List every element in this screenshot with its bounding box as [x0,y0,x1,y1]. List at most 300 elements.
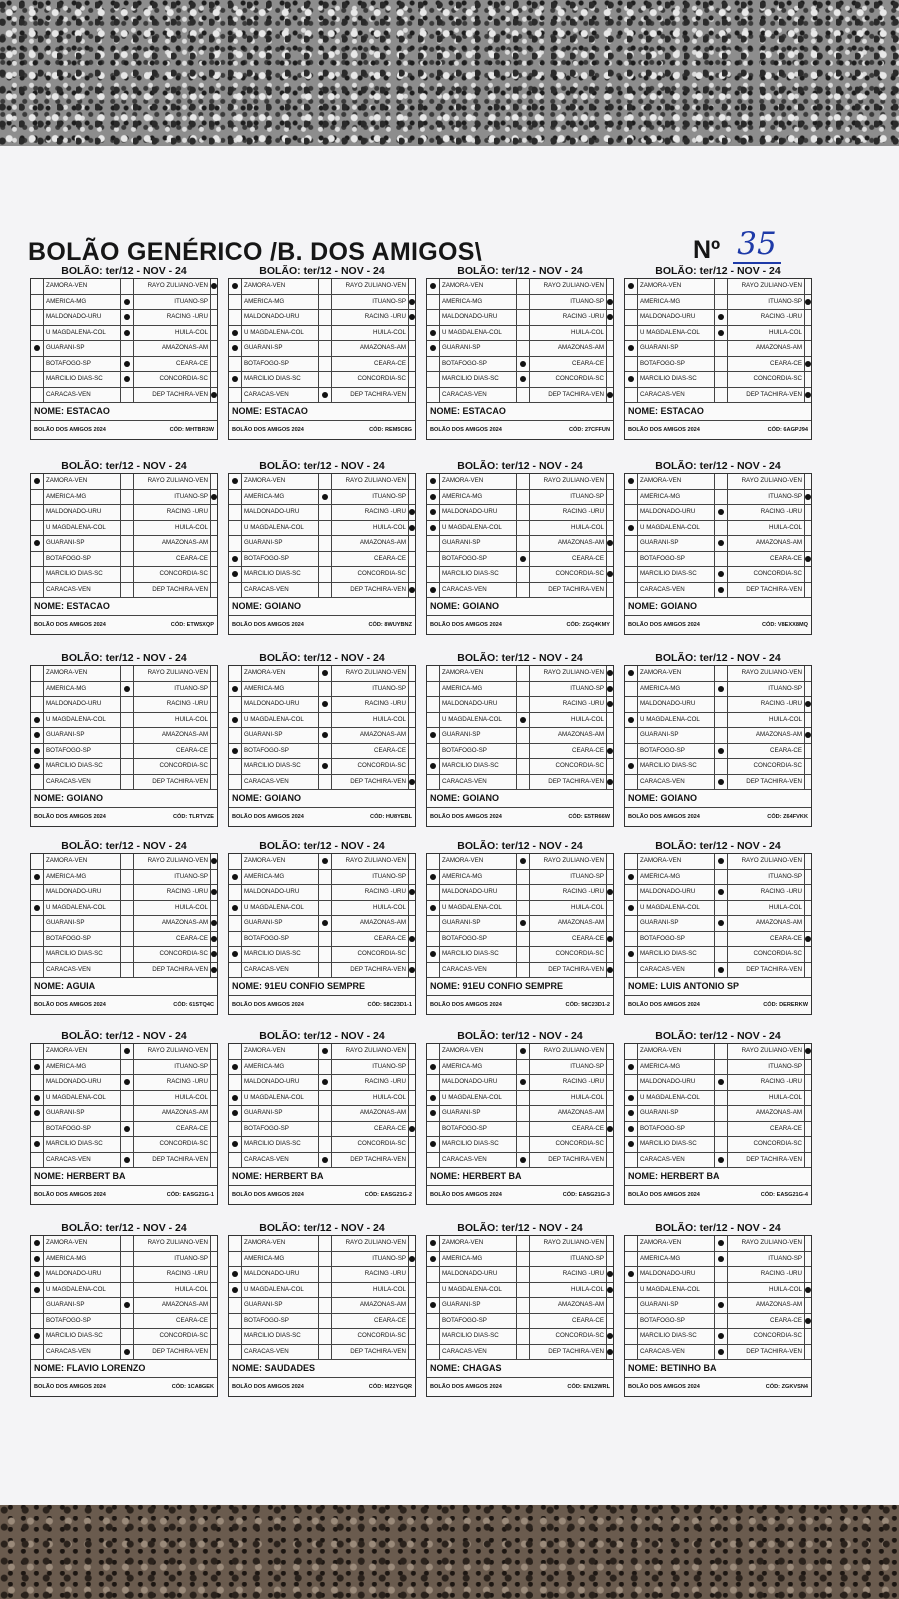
home-pick-cell [229,295,241,310]
home-pick-cell [427,1044,439,1059]
draw-pick-cell [121,1060,134,1075]
away-team: CONCORDIA-SC [332,567,409,582]
pick-mark [628,717,634,723]
pick-mark [430,330,436,336]
away-pick-cell [211,759,217,774]
pick-mark [232,686,238,692]
away-pick-cell [805,1153,811,1168]
ticket-code: CÓD: 58C23D1-2 [565,1002,610,1008]
match-row [229,713,415,729]
home-pick-cell [427,1329,439,1344]
home-team: U MAGDALENA-COL [439,521,517,536]
away-team: AMAZONAS-AM [530,1106,607,1121]
away-team: RAYO ZULIANO-VEN [134,1044,211,1059]
ticket-footer [427,1378,613,1396]
player-name: NOME: HERBERT BA [625,1168,811,1186]
match-row [229,1122,415,1138]
away-pick-cell [409,1122,415,1137]
draw-pick-cell [319,682,332,697]
draw-pick-cell [715,1075,728,1090]
away-pick-cell [211,1075,217,1090]
away-team: DEP TACHIRA-VEN [530,1153,607,1168]
away-pick-cell [211,552,217,567]
away-team: CONCORDIA-SC [530,567,607,582]
pick-mark [232,748,238,754]
home-pick-cell [31,775,43,790]
match-row [229,1314,415,1330]
home-team: MALDONADO-URU [241,1075,319,1090]
ticket-code: CÓD: V8EXX8MQ [761,622,808,628]
home-team: U MAGDALENA-COL [241,326,319,341]
away-team: ITUANO-SP [332,490,409,505]
home-team: ZAMORA-VEN [637,666,715,681]
away-pick-cell [409,583,415,598]
away-team: HUILA-COL [332,713,409,728]
match-row [625,932,811,948]
footer-label: BOLÃO DOS AMIGOS 2024 [232,814,304,820]
draw-pick-cell [319,932,332,947]
away-pick-cell [805,759,811,774]
home-pick-cell [31,1106,43,1121]
home-pick-cell [625,1236,637,1251]
away-team: AMAZONAS-AM [530,536,607,551]
home-pick-cell [625,1122,637,1137]
draw-pick-cell [121,1137,134,1152]
draw-pick-cell [517,697,530,712]
away-team: CEARA-CE [728,552,805,567]
away-pick-cell [211,854,217,869]
match-row [427,552,613,568]
pick-mark [232,1064,238,1070]
away-team: DEP TACHIRA-VEN [134,775,211,790]
away-pick-cell [409,1345,415,1360]
away-pick-cell [805,1122,811,1137]
away-team: AMAZONAS-AM [134,536,211,551]
home-pick-cell [427,1153,439,1168]
ticket-footer [625,421,811,439]
draw-pick-cell [715,388,728,403]
away-team: DEP TACHIRA-VEN [134,388,211,403]
away-team: RAYO ZULIANO-VEN [530,854,607,869]
away-team: HUILA-COL [530,713,607,728]
home-pick-cell [427,1137,439,1152]
home-pick-cell [229,388,241,403]
ticket-code: CÓD: 27CFFUN [568,427,610,433]
match-row [31,388,217,404]
granite-countertop-bottom [0,1505,899,1599]
home-team: AMERICA-MG [637,1252,715,1267]
away-team: CEARA-CE [134,932,211,947]
home-team: CARACAS-VEN [43,963,121,978]
away-pick-cell [211,536,217,551]
draw-pick-cell [715,372,728,387]
away-team: CEARA-CE [728,357,805,372]
home-pick-cell [31,326,43,341]
ticket-table [30,278,218,440]
away-team: RAYO ZULIANO-VEN [728,854,805,869]
draw-pick-cell [319,474,332,489]
home-team: U MAGDALENA-COL [241,713,319,728]
draw-pick-cell [715,1122,728,1137]
away-team: RAYO ZULIANO-VEN [332,1044,409,1059]
ticket-table [426,1235,614,1397]
home-team: CARACAS-VEN [637,583,715,598]
footer-label: BOLÃO DOS AMIGOS 2024 [232,427,304,433]
ticket-table [624,1235,812,1397]
home-team: GUARANI-SP [637,1106,715,1121]
pick-mark [805,494,811,500]
away-pick-cell [409,1137,415,1152]
away-team: DEP TACHIRA-VEN [530,1345,607,1360]
away-team: RACING -URU [134,1267,211,1282]
home-team: ZAMORA-VEN [637,279,715,294]
away-pick-cell [607,1060,613,1075]
away-pick-cell [409,295,415,310]
match-row [31,1267,217,1283]
draw-pick-cell [121,1236,134,1251]
away-team: RACING -URU [332,697,409,712]
draw-pick-cell [715,697,728,712]
away-pick-cell [211,885,217,900]
away-pick-cell [607,1075,613,1090]
home-pick-cell [625,932,637,947]
home-pick-cell [625,521,637,536]
pick-mark [628,345,634,351]
draw-pick-cell [319,1329,332,1344]
home-team: CARACAS-VEN [439,1153,517,1168]
draw-pick-cell [319,885,332,900]
pick-mark [211,494,217,500]
pick-mark [409,299,415,305]
player-name: NOME: GOIANO [229,790,415,808]
home-team: MARCILIO DIAS-SC [241,947,319,962]
match-row [427,1267,613,1283]
ticket-footer [625,616,811,634]
ticket-footer [427,996,613,1014]
away-team: CEARA-CE [134,744,211,759]
match-row [229,1060,415,1076]
draw-pick-cell [517,1137,530,1152]
away-pick-cell [607,326,613,341]
away-pick-cell [805,1106,811,1121]
away-pick-cell [409,1283,415,1298]
away-team: CONCORDIA-SC [134,1137,211,1152]
ticket-title: BOLÃO: ter/12 - NOV - 24 [655,1222,781,1234]
home-pick-cell [31,536,43,551]
home-pick-cell [229,1314,241,1329]
away-pick-cell [409,567,415,582]
pick-mark [430,1302,436,1308]
away-pick-cell [607,1044,613,1059]
away-team: HUILA-COL [332,1091,409,1106]
away-pick-cell [211,1122,217,1137]
ticket-code: CÓD: ZGQ4KMY [566,622,610,628]
away-team: ITUANO-SP [134,1252,211,1267]
away-team: CONCORDIA-SC [530,372,607,387]
away-team: CEARA-CE [134,1122,211,1137]
pick-mark [322,732,328,738]
away-team: HUILA-COL [530,1091,607,1106]
home-team: U MAGDALENA-COL [637,521,715,536]
away-team: DEP TACHIRA-VEN [728,775,805,790]
home-pick-cell [229,1044,241,1059]
away-pick-cell [607,536,613,551]
away-team: CONCORDIA-SC [134,1329,211,1344]
match-row [625,963,811,979]
pick-mark [805,1287,811,1293]
home-pick-cell [229,357,241,372]
ticket-title: BOLÃO: ter/12 - NOV - 24 [259,1030,385,1042]
away-team: HUILA-COL [332,901,409,916]
home-team: AMERICA-MG [43,682,121,697]
draw-pick-cell [319,1106,332,1121]
away-pick-cell [805,1060,811,1075]
home-pick-cell [229,552,241,567]
draw-pick-cell [319,697,332,712]
home-pick-cell [427,728,439,743]
match-row [229,1137,415,1153]
home-team: CARACAS-VEN [241,775,319,790]
match-row [31,567,217,583]
away-team: HUILA-COL [134,326,211,341]
match-row [625,1345,811,1361]
ticket-table [624,473,812,635]
ticket-card [426,651,614,827]
home-pick-cell [229,1137,241,1152]
home-pick-cell [229,932,241,947]
home-team: GUARANI-SP [637,341,715,356]
draw-pick-cell [715,310,728,325]
draw-pick-cell [517,666,530,681]
draw-pick-cell [715,759,728,774]
draw-pick-cell [715,583,728,598]
away-team: HUILA-COL [530,1283,607,1298]
away-pick-cell [805,728,811,743]
away-pick-cell [409,728,415,743]
ticket-title: BOLÃO: ter/12 - NOV - 24 [61,460,187,472]
match-row [427,583,613,599]
home-team: MALDONADO-URU [43,310,121,325]
pick-mark [718,587,724,593]
pick-mark [232,905,238,911]
away-pick-cell [409,885,415,900]
home-team: MARCILIO DIAS-SC [241,567,319,582]
pick-mark [124,330,130,336]
pick-mark [607,670,613,676]
away-team: HUILA-COL [530,521,607,536]
footer-label: BOLÃO DOS AMIGOS 2024 [34,1002,106,1008]
home-team: GUARANI-SP [241,536,319,551]
pick-mark [124,1079,130,1085]
away-pick-cell [211,1329,217,1344]
pick-mark [718,540,724,546]
home-team: MARCILIO DIAS-SC [637,947,715,962]
pick-mark [430,951,436,957]
away-pick-cell [409,372,415,387]
handwritten-sheet-number: 35 [733,226,781,264]
away-pick-cell [805,963,811,978]
pick-mark [211,889,217,895]
pick-mark [718,889,724,895]
ticket-table [624,1043,812,1205]
ticket-card [426,1029,614,1205]
home-pick-cell [229,870,241,885]
draw-pick-cell [319,870,332,885]
pick-mark [409,936,415,942]
ticket-title: BOLÃO: ter/12 - NOV - 24 [259,1222,385,1234]
away-team: RAYO ZULIANO-VEN [728,1236,805,1251]
away-pick-cell [805,372,811,387]
home-pick-cell [625,697,637,712]
home-pick-cell [31,744,43,759]
ticket-card [426,264,614,440]
match-row [427,1137,613,1153]
player-name: NOME: GOIANO [625,790,811,808]
ticket-footer [31,421,217,439]
pick-mark [805,299,811,305]
away-team: RAYO ZULIANO-VEN [530,279,607,294]
match-row [229,1298,415,1314]
away-team: CONCORDIA-SC [332,947,409,962]
draw-pick-cell [319,1075,332,1090]
pick-mark [430,1064,436,1070]
away-team: ITUANO-SP [332,682,409,697]
draw-pick-cell [715,1060,728,1075]
home-team: BOTAFOGO-SP [637,552,715,567]
ticket-footer [229,1186,415,1204]
home-team: MARCILIO DIAS-SC [637,567,715,582]
home-pick-cell [31,870,43,885]
match-row [31,1314,217,1330]
match-row [31,1236,217,1252]
draw-pick-cell [319,388,332,403]
away-team: DEP TACHIRA-VEN [728,1345,805,1360]
away-pick-cell [805,536,811,551]
away-team: CONCORDIA-SC [728,1329,805,1344]
home-team: BOTAFOGO-SP [43,1122,121,1137]
ticket-title: BOLÃO: ter/12 - NOV - 24 [259,460,385,472]
home-team: GUARANI-SP [43,728,121,743]
match-row [427,1153,613,1169]
away-team: HUILA-COL [134,1091,211,1106]
away-team: RACING -URU [530,697,607,712]
home-team: ZAMORA-VEN [439,1044,517,1059]
home-pick-cell [31,1075,43,1090]
draw-pick-cell [715,1106,728,1121]
match-row [427,759,613,775]
match-row [427,310,613,326]
away-pick-cell [409,1106,415,1121]
home-team: CARACAS-VEN [43,388,121,403]
home-pick-cell [427,1345,439,1360]
home-team: CARACAS-VEN [439,963,517,978]
home-team: MALDONADO-URU [241,505,319,520]
away-pick-cell [607,1137,613,1152]
pick-mark [211,936,217,942]
pick-mark [805,392,811,398]
away-team: RAYO ZULIANO-VEN [530,1044,607,1059]
draw-pick-cell [121,963,134,978]
home-pick-cell [625,901,637,916]
home-pick-cell [31,1267,43,1282]
away-pick-cell [211,870,217,885]
home-pick-cell [229,474,241,489]
home-pick-cell [229,682,241,697]
pick-mark [409,509,415,515]
draw-pick-cell [121,775,134,790]
match-row [625,1060,811,1076]
pick-mark [628,525,634,531]
pick-mark [124,1302,130,1308]
home-team: AMERICA-MG [241,295,319,310]
home-team: BOTAFOGO-SP [241,357,319,372]
ticket-title: BOLÃO: ter/12 - NOV - 24 [655,460,781,472]
ticket-footer [625,996,811,1014]
away-team: HUILA-COL [530,901,607,916]
match-row [427,963,613,979]
player-name: NOME: HERBERT BA [229,1168,415,1186]
home-team: BOTAFOGO-SP [637,1122,715,1137]
draw-pick-cell [319,1345,332,1360]
away-team: ITUANO-SP [530,295,607,310]
pick-mark [805,701,811,707]
draw-pick-cell [517,1106,530,1121]
draw-pick-cell [319,1137,332,1152]
match-row [427,1060,613,1076]
match-row [31,963,217,979]
ticket-code: CÓD: EASG21G-1 [166,1192,214,1198]
home-pick-cell [625,916,637,931]
home-pick-cell [427,552,439,567]
away-team: AMAZONAS-AM [134,916,211,931]
draw-pick-cell [715,963,728,978]
ticket-table [624,278,812,440]
match-row [427,1236,613,1252]
home-pick-cell [229,326,241,341]
match-row [625,1137,811,1153]
match-row [625,536,811,552]
draw-pick-cell [517,870,530,885]
away-pick-cell [409,357,415,372]
home-team: CARACAS-VEN [43,1153,121,1168]
pick-mark [322,494,328,500]
match-row [229,505,415,521]
player-name: NOME: 91EU CONFIO SEMPRE [427,978,613,996]
footer-label: BOLÃO DOS AMIGOS 2024 [34,1192,106,1198]
away-pick-cell [607,474,613,489]
away-pick-cell [211,388,217,403]
match-row [31,505,217,521]
pick-mark [520,858,526,864]
pick-mark [430,1240,436,1246]
draw-pick-cell [517,932,530,947]
draw-pick-cell [715,1314,728,1329]
draw-pick-cell [517,490,530,505]
home-team: BOTAFOGO-SP [637,357,715,372]
draw-pick-cell [517,388,530,403]
away-pick-cell [607,713,613,728]
away-pick-cell [211,521,217,536]
away-team: RAYO ZULIANO-VEN [332,474,409,489]
away-team: ITUANO-SP [530,490,607,505]
home-team: AMERICA-MG [241,870,319,885]
home-team: MARCILIO DIAS-SC [637,759,715,774]
match-row [427,870,613,886]
pick-mark [34,1095,40,1101]
match-row [31,947,217,963]
footer-label: BOLÃO DOS AMIGOS 2024 [430,622,502,628]
draw-pick-cell [517,759,530,774]
